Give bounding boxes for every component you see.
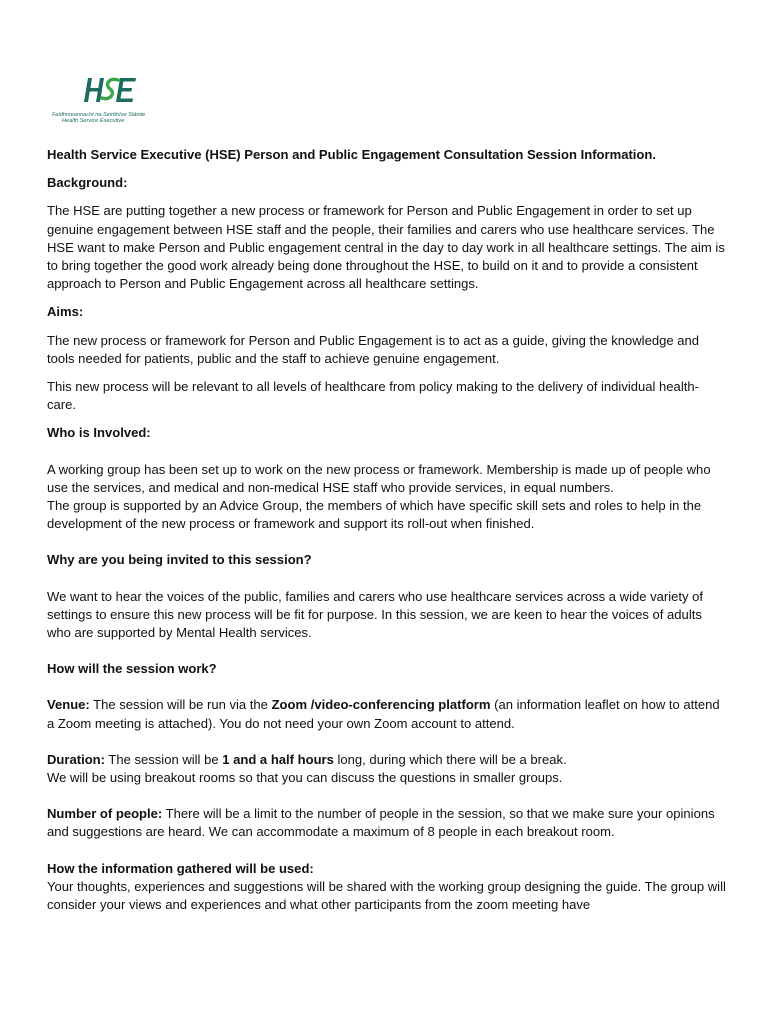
venue-label: Venue: bbox=[47, 697, 90, 713]
venue-paragraph bbox=[47, 696, 727, 732]
involved-paragraph-2: The group is supported by an Advice Group, the members of which have specific skill sets and roles to help in the development of the new process or framework and support its roll-out when finished. bbox=[47, 498, 702, 532]
aims-paragraph-2: This new process will be relevant to all levels of healthcare from policy making to the delivery of individual health-care. bbox=[47, 379, 699, 413]
people-text: There will be a limit to the number of people in the session, so that we make sure your opinions and suggestions are heard. We can accommodate a maximum of 8 people in each breakout room. bbox=[47, 806, 715, 840]
hse-logo bbox=[48, 72, 174, 124]
logo-english-name: Health Service Executive bbox=[62, 118, 125, 124]
document-body bbox=[47, 146, 727, 924]
venue-pre: The session will be run via the bbox=[89, 697, 272, 713]
background-text: The HSE are putting together a new process or framework for Person and Public Engagement in order to set up genuine engagement between HSE staff and the people, their families and carers who use healthcare services. The HSE want to make Person and Public engagement central in the day to day work in all healthcare settings. The aim is to bring together the good work already being done throughout the HSE, to build on it and to provide a consistent approach to Person and Public Engagement across all healthcare settings. bbox=[47, 203, 725, 292]
involved-paragraph-1: A working group has been set up to work on the new process or framework. Membership is made up of people who use the services, and medical and non-medical HSE staff who provide services, in equal numbers. bbox=[47, 461, 711, 495]
aims-paragraph-1: The new process or framework for Person and Public Engagement is to act as a guide, giving the knowledge and tools needed for patients, public and the staff to achieve genuine engagement. bbox=[47, 332, 699, 366]
people-label: Number of people: bbox=[47, 806, 163, 822]
why-heading: Why are you being invited to this session? bbox=[47, 552, 312, 568]
background-heading: Background: bbox=[47, 175, 128, 191]
used-heading: How the information gathered will be used: bbox=[47, 860, 314, 876]
why-text: We want to hear the voices of the public, families and carers who use healthcare services across a wide variety of settings to ensure this new process will be fit for purpose. In this session, we are keen to hear the voices of adults who are supported by Mental Health services. bbox=[47, 588, 704, 641]
breakout-text: We will be using breakout rooms so that you can discuss the questions in smaller groups. bbox=[47, 770, 563, 786]
venue-platform: Zoom /video-conferencing platform bbox=[271, 697, 491, 713]
duration-pre: The session will be bbox=[104, 751, 223, 767]
duration-post: long, during which there will be a break. bbox=[333, 751, 567, 767]
people-paragraph bbox=[47, 805, 727, 841]
venue-post: (an information leaflet on how to attend a Zoom meeting is attached). You do not need your own Zoom account to attend. bbox=[47, 697, 720, 731]
how-heading: How will the session work? bbox=[47, 661, 217, 677]
duration-label: Duration: bbox=[47, 751, 105, 767]
doc-title: Health Service Executive (HSE) Person and Public Engagement Consultation Session Information. bbox=[47, 147, 656, 162]
aims-heading: Aims: bbox=[47, 304, 84, 320]
used-text: Your thoughts, experiences and suggestions will be shared with the working group designing the guide. The group will consider your views and experiences and what other participants from the zoom meeting have bbox=[47, 878, 726, 913]
hse-logo-mark bbox=[48, 72, 174, 110]
duration-value: 1 and a half hours bbox=[222, 751, 334, 767]
logo-irish-name: Feidhmeannacht na Seirbhíse Sláinte bbox=[52, 112, 146, 118]
involved-heading: Who is Involved: bbox=[47, 425, 151, 441]
duration-paragraph bbox=[47, 751, 727, 769]
